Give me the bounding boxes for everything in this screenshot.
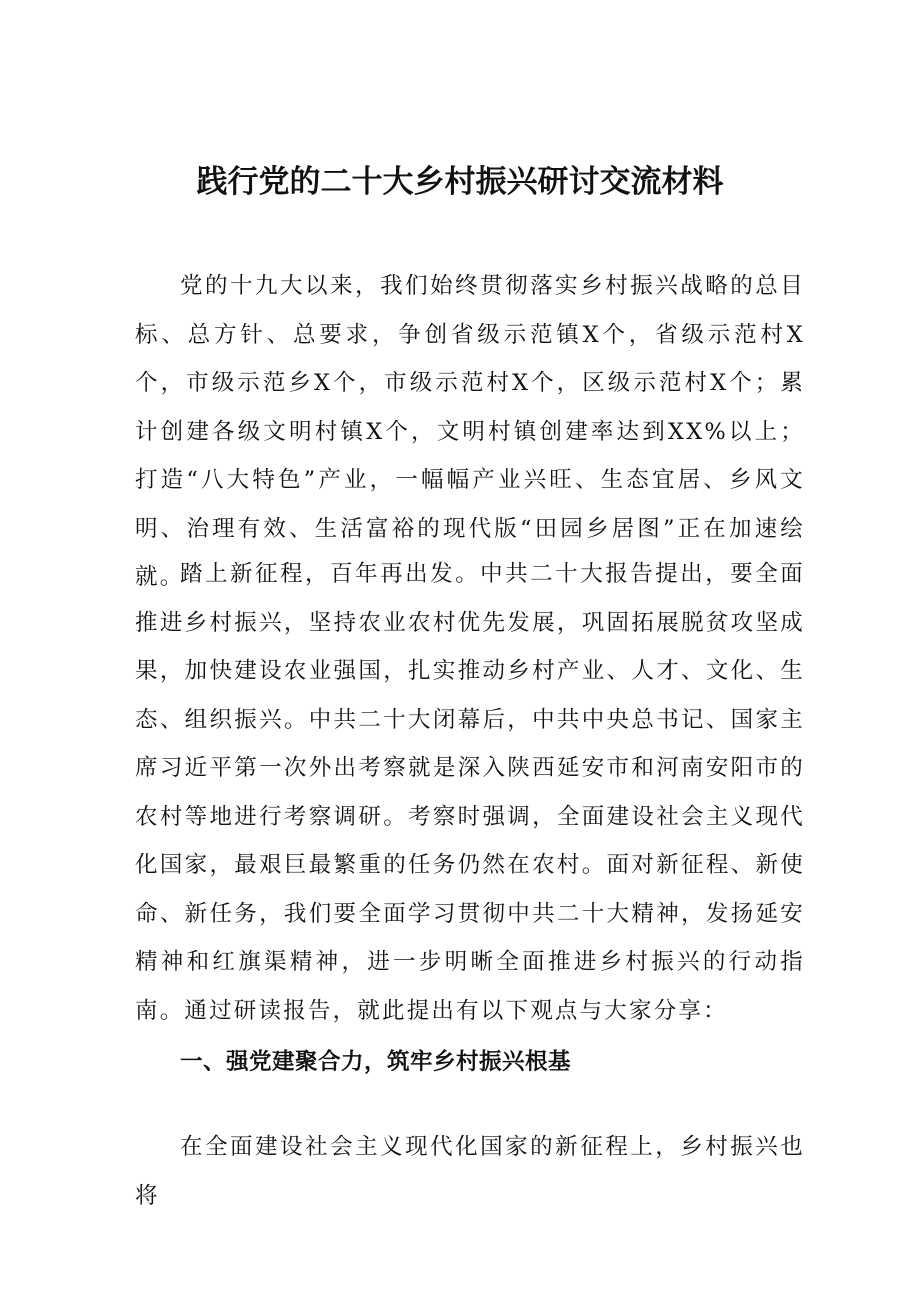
paragraph-2: 踏上新征程，百年再出发。中共二十大报告提出，要全面推进乡村振兴，坚持农业农村优先发展，巩固拓展脱贫攻坚成果，加快建设农业强国，扎实推动乡村产业、人才、文化、生态、组织振兴。中共二十大闭幕后，中共中央总书记、国家主席习近平第一次外出考察就是深入陕西延安市和河南安阳市的农村等地进行考察调研。考察时强调，全面建设社会主义现代化国家，最艰巨最繁重的任务仍然在农村。面对新征程、新使命、新任务，我们要全面学习贯彻中共二十大精神，发扬延安精神和红旗渠精神，进一步明晰全面推进乡村振兴的行动指南。通过研读报告，就此提出有以下观点与大家分享： xyxy=(135,561,805,1024)
document-title: 践行党的二十大乡村振兴研讨交流材料 xyxy=(196,164,724,200)
paragraph-1: 党的十九大以来，我们始终贯彻落实乡村振兴战略的总目标、总方针、总要求，争创省级示范镇X个，省级示范村X个，市级示范乡X个，市级示范村X个，区级示范村X个；累计创建各级文明村镇X个，文明村镇创建率达到XX%以上；打造“八大特色”产业，一幅幅产业兴旺、生态宜居、乡风文明、治理有效、生活富裕的现代版“田园乡居图”正在加速绘就。 xyxy=(135,273,805,590)
section-heading-1: 一、强党建聚合力，筑牢乡村振兴根基 xyxy=(180,1049,572,1075)
section-1-paragraph: 在全面建设社会主义现代化国家的新征程上，乡村振兴也将 xyxy=(135,1134,805,1209)
